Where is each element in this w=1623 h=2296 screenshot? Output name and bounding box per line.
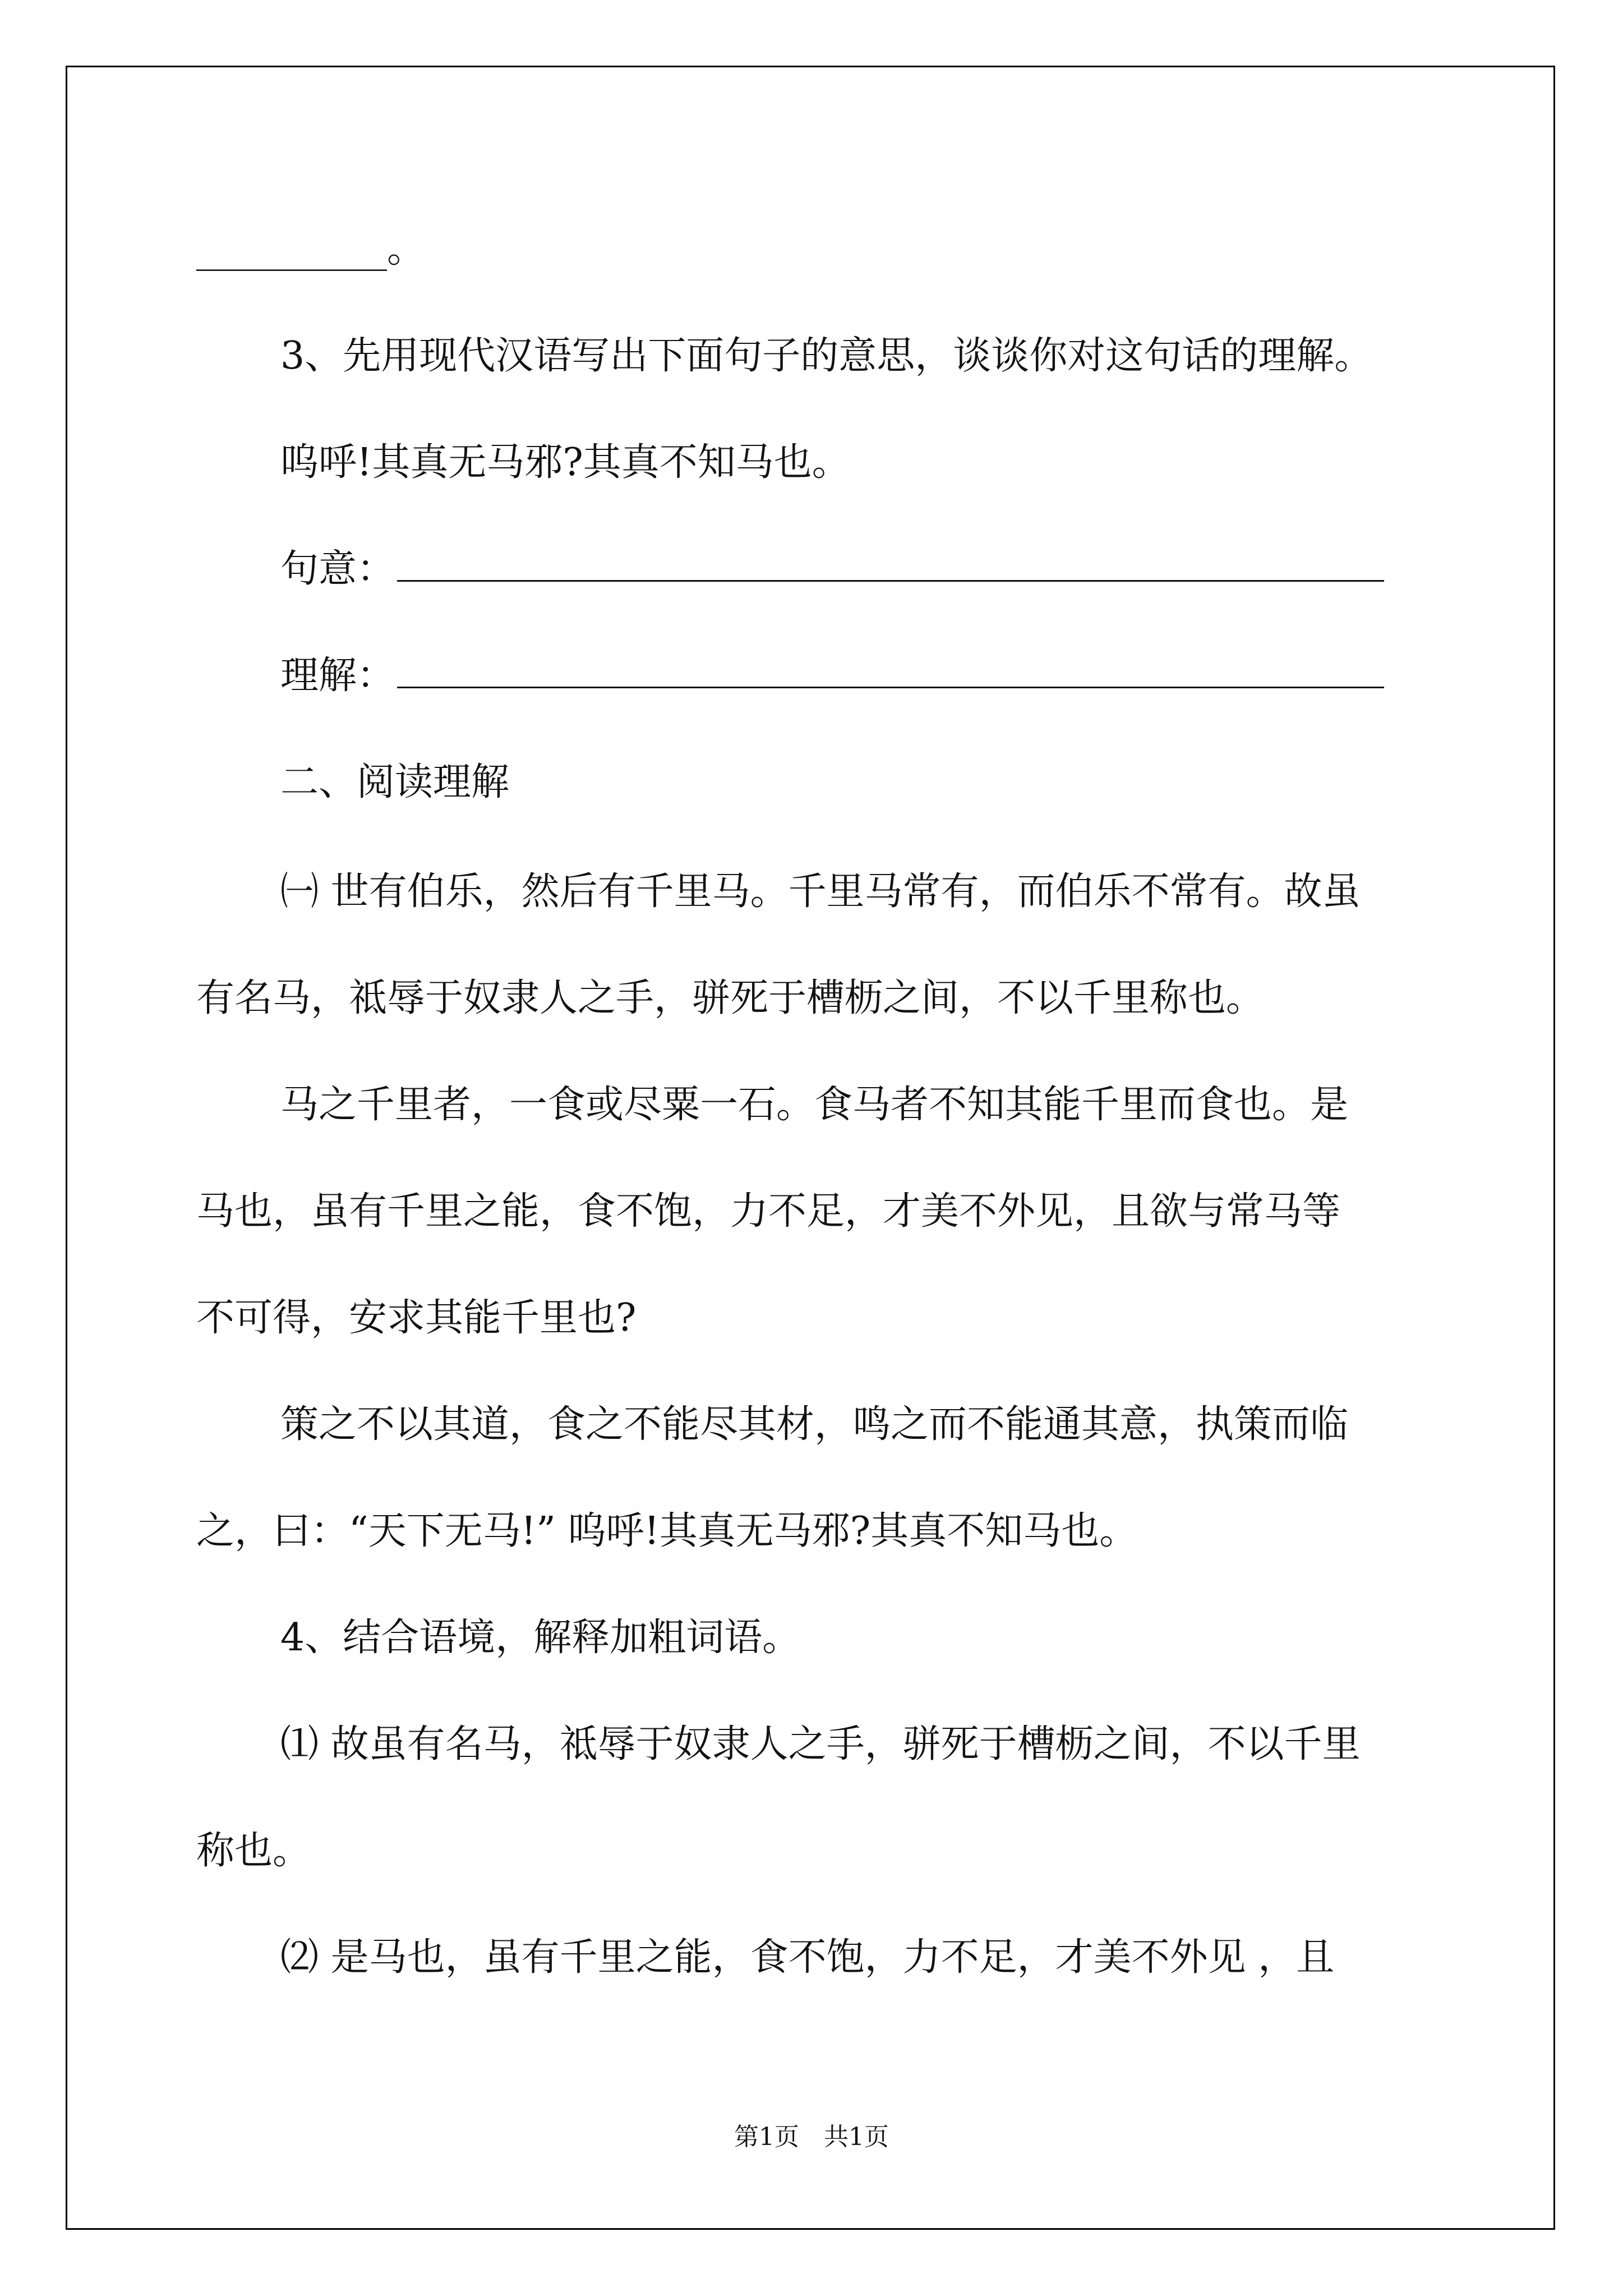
answer-line-understanding: 理解：	[0, 651, 1623, 701]
sub-question: 称也。	[196, 1829, 311, 1873]
passage-line: 策之不以其道，食之不能尽其材，鸣之而不能通其意，执策而临	[280, 1402, 1349, 1447]
passage-line: 之，曰：“天下无马!” 呜呼!其真无马邪?其真不知马也。	[196, 1509, 1138, 1553]
question-3: 3、先用现代汉语写出下面句子的意思，谈谈你对这句话的理解。	[280, 334, 1373, 378]
page-footer: 第1页 共1页	[734, 2123, 889, 2151]
quote-sentence: 呜呼!其真无马邪?其真不知马也。	[280, 440, 850, 485]
sub-question: ⑴ 故虽有名马，祗辱于奴隶人之手，骈死于槽枥之间，不以千里	[280, 1722, 1361, 1766]
passage-line: 不可得，安求其能千里也?	[196, 1296, 637, 1340]
answer-line-meaning: 句意：	[0, 544, 1623, 595]
sub-question: ⑵ 是马也，虽有千里之能，食不饱，力不足，才美不外见 ，且	[280, 1935, 1335, 1980]
question-4: 4、结合语境，解释加粗词语。	[280, 1616, 801, 1660]
passage-line: 马也，虽有千里之能，食不饱，力不足，才美不外见，且欲与常马等	[196, 1189, 1341, 1234]
answer-blank[interactable]	[397, 680, 1384, 688]
passage-line: ㈠ 世有伯乐，然后有千里马。千里马常有，而伯乐不常有。故虽	[280, 869, 1361, 914]
text-line: __________。	[196, 227, 426, 272]
passage-line: 有名马，祗辱于奴隶人之手，骈死于槽枥之间，不以千里称也。	[196, 976, 1265, 1020]
passage-line: 马之千里者，一食或尽粟一石。食马者不知其能千里而食也。是	[280, 1083, 1349, 1127]
section-heading: 二、阅读理解	[280, 760, 510, 804]
answer-blank[interactable]	[397, 573, 1384, 582]
page-border	[66, 66, 1555, 2230]
